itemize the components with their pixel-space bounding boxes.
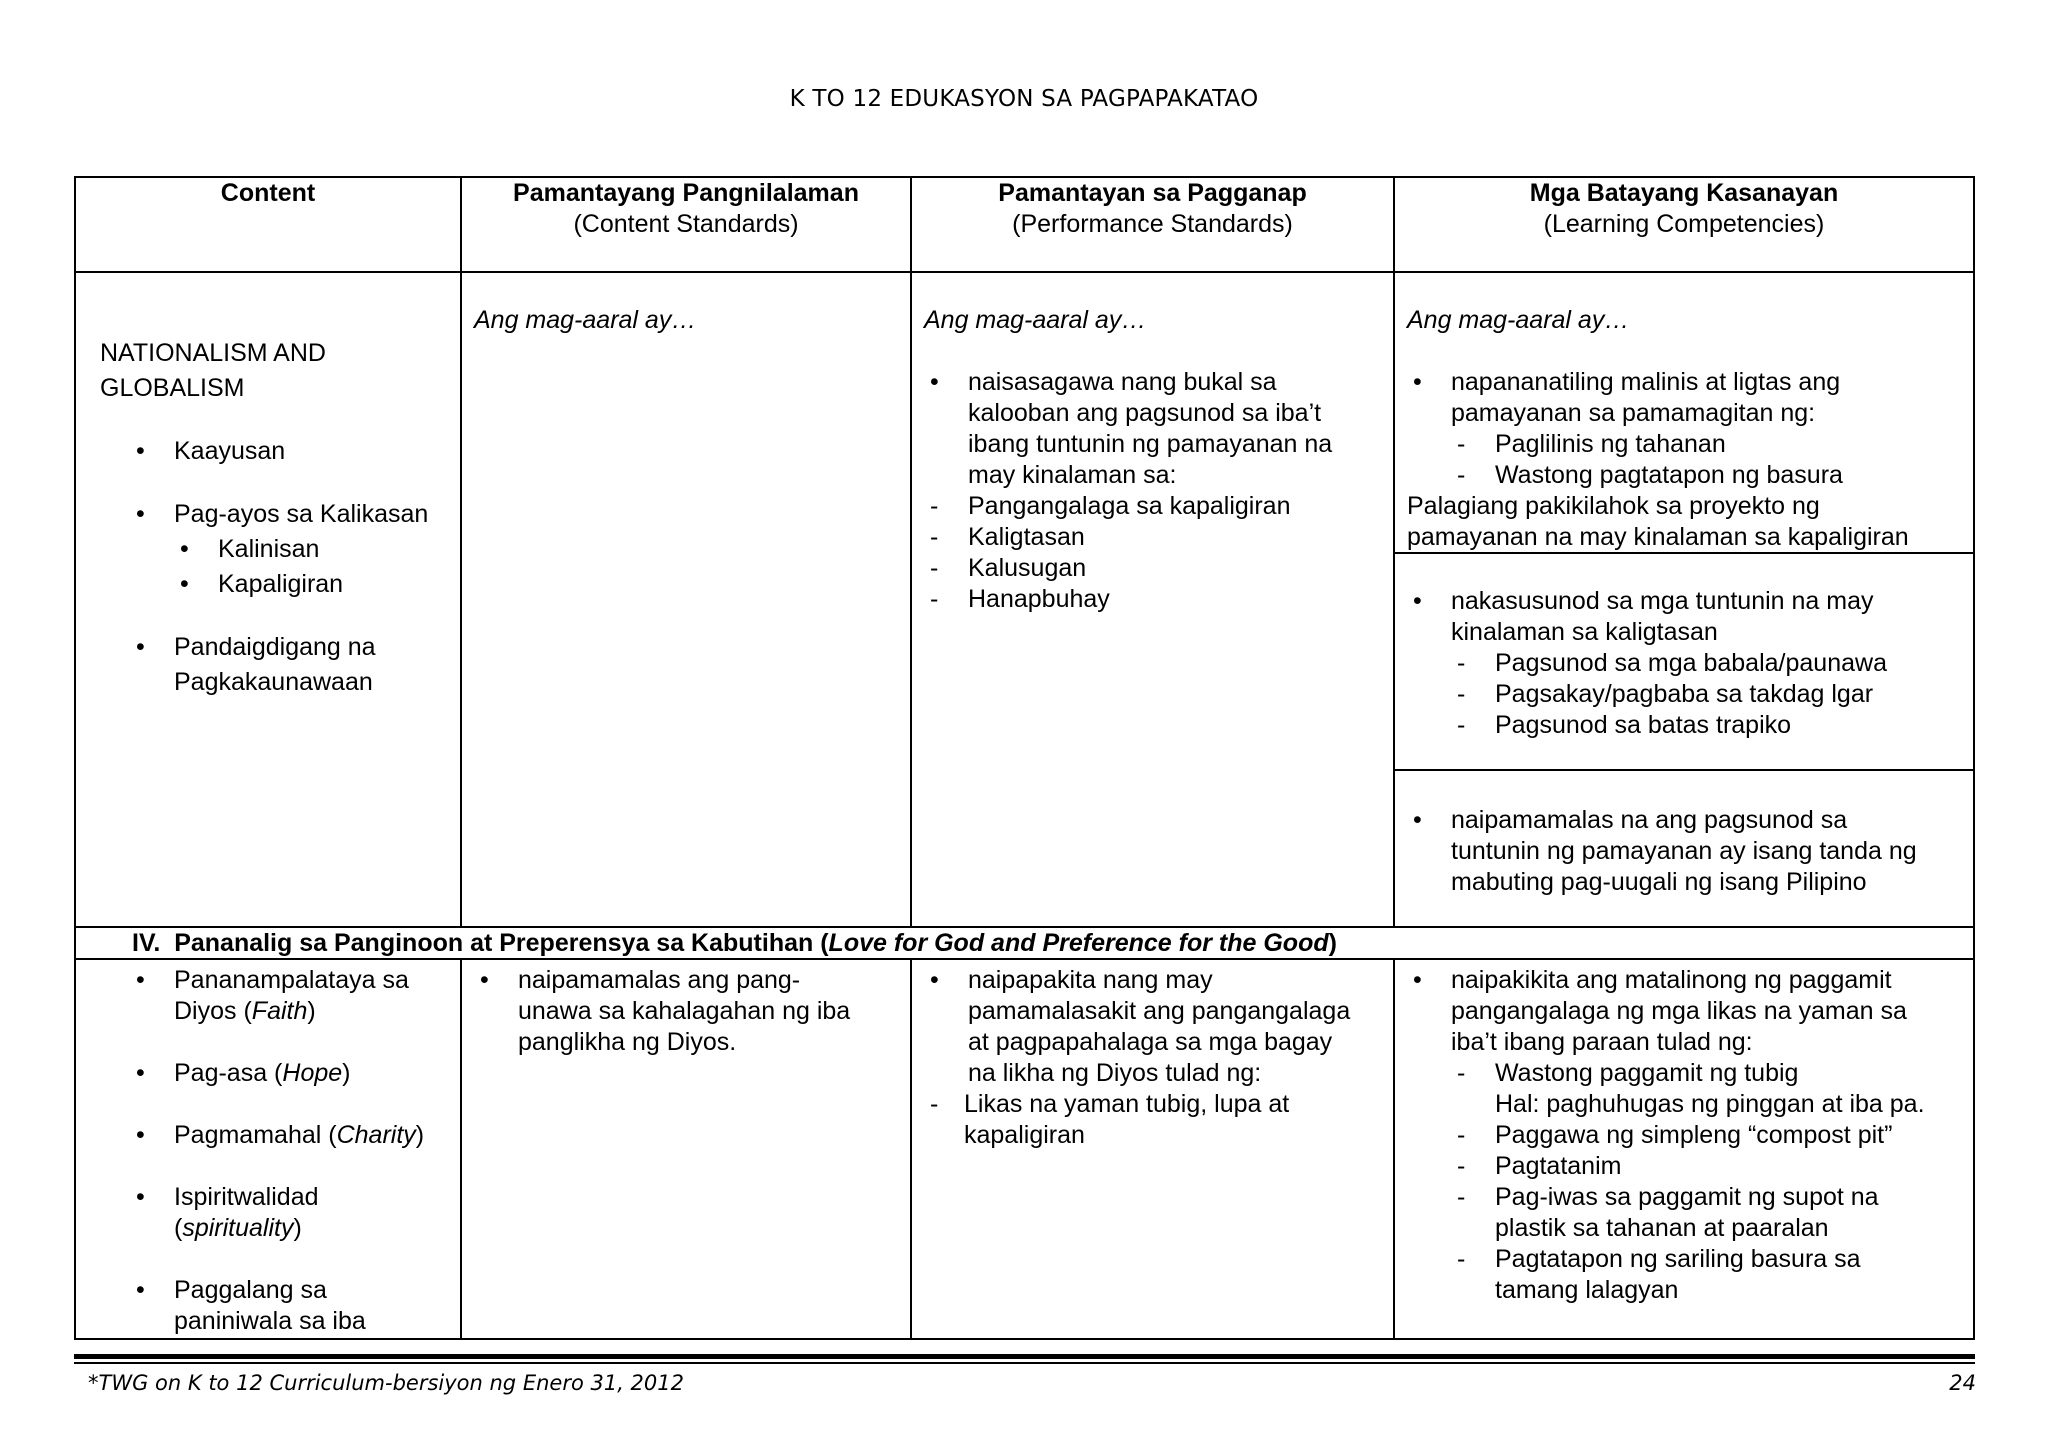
header-content-standards-title: Pamantayang Pangnilalaman (513, 179, 859, 207)
competency-a-tail-1: Palagiang pakikilahok sa proyekto ng (1407, 492, 1820, 520)
content-item-kaayusan: • Kaayusan (130, 434, 450, 469)
content-item-paggalang: • Paggalang sa paniniwala sa iba (130, 1275, 458, 1337)
header-performance-standards (912, 178, 1393, 240)
performance-bullet: • naisasagawa nang bukal sa kalooban ang pagsunod sa iba’t ibang tuntunin ng pamayanan na may kinalaman sa: - Pangangalaga sa kapaligiran - Kaligtasan - Kalusugan - Hanapbuhay (924, 367, 1390, 615)
header-performance-standards-title: Pamantayan sa Pagganap (998, 179, 1307, 207)
row1-content-cell (100, 336, 450, 700)
section-iv-close: ) (1328, 929, 1337, 957)
content-item-faith: • Pananampalataya sa Diyos (Faith) (130, 965, 458, 1027)
content-item-pag-ayos: • Pag-ayos sa Kalikasan (130, 497, 450, 532)
header-learning-competencies-title: Mga Batayang Kasanayan (1529, 179, 1839, 207)
standard-bullet: • naipamamalas ang pang- unawa sa kahalagahan ng iba panglikha ng Diyos. (474, 965, 904, 1058)
page-number: 24 (1949, 1371, 1976, 1395)
competency-b-dash-1: - Pagsunod sa mga babala/paunawa (1451, 648, 1973, 679)
row2-performance-cell (924, 965, 1390, 1151)
section-iv-heading (132, 928, 1932, 959)
competency-b-bullet: • nakasusunod sa mga tuntunin na may kinalaman sa kaligtasan - Pagsunod sa mga babala/paunawa - Pagsakay/pagbaba sa takdag lgar - Pagsunod sa batas trapiko (1407, 586, 1973, 741)
competency-a-bullet: • napananatiling malinis at ligtas ang pamayanan sa pamamagitan ng: - Paglilinis ng tahanan - Wastong pagtatapon ng basura (1407, 367, 1973, 491)
row2-standard-cell (474, 965, 904, 1058)
header-content-standards-sub: (Content Standards) (573, 210, 799, 238)
content-title-line1: NATIONALISM AND (100, 339, 326, 367)
row1-standard-intro: Ang mag-aaral ay… (474, 306, 697, 334)
performance-dash-2: - Kaligtasan (924, 522, 1390, 553)
performance-dash-1: - Pangangalaga sa kapaligiran (924, 491, 1390, 522)
row2-performance-dash: - Likas na yaman tubig, lupa at kapaligiran (924, 1089, 1390, 1151)
row2-competency-dash-4: - Pag-iwas sa paggamit ng supot na plastik sa tahanan at paaralan (1451, 1182, 1973, 1244)
performance-dash-3: - Kalusugan (924, 553, 1390, 584)
competency-b-dash-2: - Pagsakay/pagbaba sa takdag lgar (1451, 679, 1973, 710)
performance-dash-4: - Hanapbuhay (924, 584, 1390, 615)
content-subitem-kalinisan: • Kalinisan (174, 532, 450, 567)
row2-competency-dash-5: - Pagtatapon ng sariling basura sa tamang lalagyan (1451, 1244, 1973, 1306)
row1-competency-a (1407, 305, 1973, 553)
competency-c-bullet: • naipamamalas na ang pagsunod sa tuntunin ng pamayanan ay isang tanda ng mabuting pag-uugali ng isang Pilipino (1407, 805, 1973, 898)
row2-content-cell (130, 965, 458, 1337)
content-title-line2: GLOBALISM (100, 374, 245, 402)
header-learning-competencies-sub: (Learning Competencies) (1543, 210, 1825, 238)
row2-competency-dash-2: - Paggawa ng simpleng “compost pit” (1451, 1120, 1973, 1151)
content-item-hope: • Pag-asa (Hope) (130, 1058, 458, 1089)
competency-a-dash-2: - Wastong pagtatapon ng basura (1451, 460, 1973, 491)
header-content (76, 178, 460, 209)
section-iv-italic: Love for God and Preference for the Good (828, 929, 1329, 957)
header-performance-standards-sub: (Performance Standards) (1012, 210, 1293, 238)
document-title: K TO 12 EDUKASYON SA PAGPAPAKATAO (789, 86, 1259, 112)
header-learning-competencies (1395, 178, 1973, 240)
section-iv-text: Pananalig sa Panginoon at Preperensya sa Kabutihan ( (174, 929, 829, 957)
content-item-pandaigdigang: • Pandaigdigang na Pagkakaunawaan (130, 630, 450, 700)
footer-note: *TWG on K to 12 Curriculum-bersiyon ng Enero 31, 2012 (88, 1371, 684, 1395)
content-item-charity: • Pagmamahal (Charity) (130, 1120, 458, 1151)
content-item-spirituality: • Ispiritwalidad (spirituality) (130, 1182, 458, 1244)
competency-a-tail-2: pamayanan na may kinalaman sa kapaligiran (1407, 523, 1909, 551)
row2-competency-dash-3: - Pagtatanim (1451, 1151, 1973, 1182)
row1-competency-intro: Ang mag-aaral ay… (1407, 306, 1630, 334)
content-subitem-kapaligiran: • Kapaligiran (174, 567, 450, 602)
row2-competency-cell (1407, 965, 1973, 1306)
competency-a-dash-1: - Paglilinis ng tahanan (1451, 429, 1973, 460)
row2-competency-bullet: • naipakikita ang matalinong ng paggamit pangangalaga ng mga likas na yaman sa iba’t ibang paraan tulad ng: - Wastong paggamit ng tubig Hal: paghuhugas ng pinggan at iba pa. - Paggawa ng simpleng “compost pit” - Pagtatanim - Pag-iwas sa paggamit ng supot na plastik sa tahanan at paaralan - Pagtatapon ng sariling basura sa tamang lalagyan (1407, 965, 1973, 1306)
section-iv-number: IV. (132, 929, 161, 957)
row2-competency-dash-1: - Wastong paggamit ng tubig Hal: paghuhugas ng pinggan at iba pa. (1451, 1058, 1973, 1120)
header-content-title: Content (220, 179, 316, 207)
row1-competency-b (1407, 586, 1973, 741)
header-content-standards (462, 178, 910, 240)
row1-performance-cell (924, 305, 1390, 615)
row1-performance-intro: Ang mag-aaral ay… (924, 306, 1147, 334)
row2-performance-bullet: • naipapakita nang may pamamalasakit ang pangangalaga at pagpapahalaga sa mga bagay na likha ng Diyos tulad ng: - Likas na yaman tubig, lupa at kapaligiran (924, 965, 1390, 1151)
competency-b-dash-3: - Pagsunod sa batas trapiko (1451, 710, 1973, 741)
row1-competency-c (1407, 805, 1973, 898)
